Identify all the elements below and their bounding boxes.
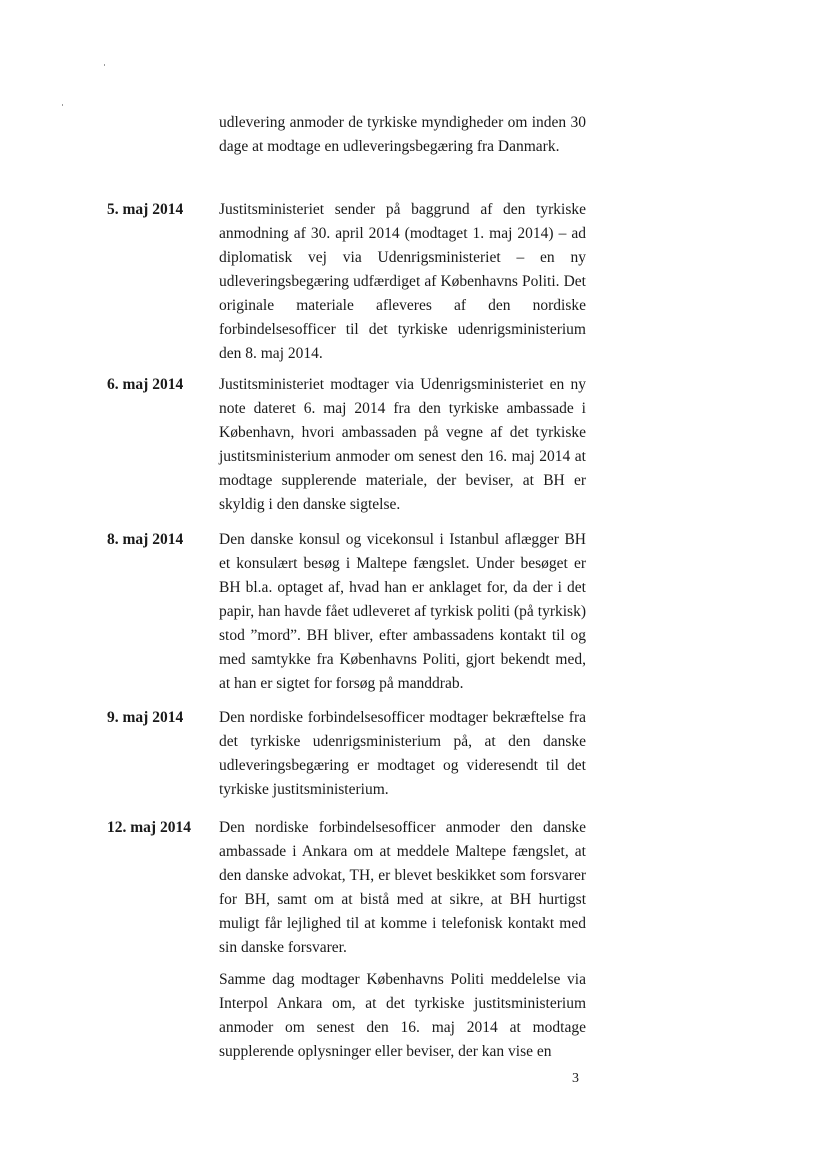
entry-date: 8. maj 2014 [107, 531, 184, 548]
entry-text-continued: Samme dag modtager Københavns Politi meddelelse via Interpol Ankara om, at det tyrkiske justitsministerium anmoder om senest den 16. maj 2014 at modtage supplerende oplysninger eller beviser, der kan vise en [219, 971, 586, 1060]
entry-date: 12. maj 2014 [107, 819, 191, 836]
entry-date: 6. maj 2014 [107, 376, 184, 393]
entry-text: Den nordiske forbindelsesofficer anmoder den danske ambassade i Ankara om at meddele Maltepe fængslet, at den danske advokat, TH, er blevet beskikket som forsvarer for BH, samt om at bistå med at sikre, at BH hurtigst muligt får lejlighed til at komme i telefonisk kontakt med sin danske forsvarer. [219, 819, 586, 956]
scan-speck [104, 64, 105, 66]
page-number: 3 [572, 1071, 579, 1086]
entry-date: 9. maj 2014 [107, 709, 184, 726]
entry-date: 5. maj 2014 [107, 201, 184, 218]
entry-text: Den danske konsul og vicekonsul i Istanbul aflægger BH et konsulært besøg i Maltepe fængslet. Under besøget er BH bl.a. optaget af, hvad han er anklaget for, da der i det papir, han havde fået udleveret af tyrkisk politi (på tyrkisk) stod ”mord”. BH bliver, efter ambassadens kontakt til og med samtykke fra Københavns Politi, gjort bekendt med, at han er sigtet for forsøg på manddrab. [219, 531, 586, 692]
continuation-paragraph: udlevering anmoder de tyrkiske myndigheder om inden 30 dage at modtage en udleveringsbegæring fra Danmark. [219, 114, 586, 155]
entry-text: Justitsministeriet sender på baggrund af den tyrkiske anmodning af 30. april 2014 (modtaget 1. maj 2014) – ad diplomatisk vej via Udenrigsministeriet – en ny udleveringsbegæring udfærdiget af Københavns Politi. Det originale materiale afleveres af den nordiske forbindelsesofficer til det tyrkiske udenrigsministerium den 8. maj 2014. [219, 201, 586, 362]
entry-text: Den nordiske forbindelsesofficer modtager bekræftelse fra det tyrkiske udenrigsministerium på, at den danske udleveringsbegæring er modtaget og videresendt til det tyrkiske justitsministerium. [219, 709, 586, 798]
scan-speck [62, 104, 63, 106]
entry-text: Justitsministeriet modtager via Udenrigsministeriet en ny note dateret 6. maj 2014 fra den tyrkiske ambassade i København, hvori ambassaden på vegne af det tyrkiske justitsministerium anmoder om senest den 16. maj 2014 at modtage supplerende materiale, der beviser, at BH er skyldig i den danske sigtelse. [219, 376, 586, 513]
